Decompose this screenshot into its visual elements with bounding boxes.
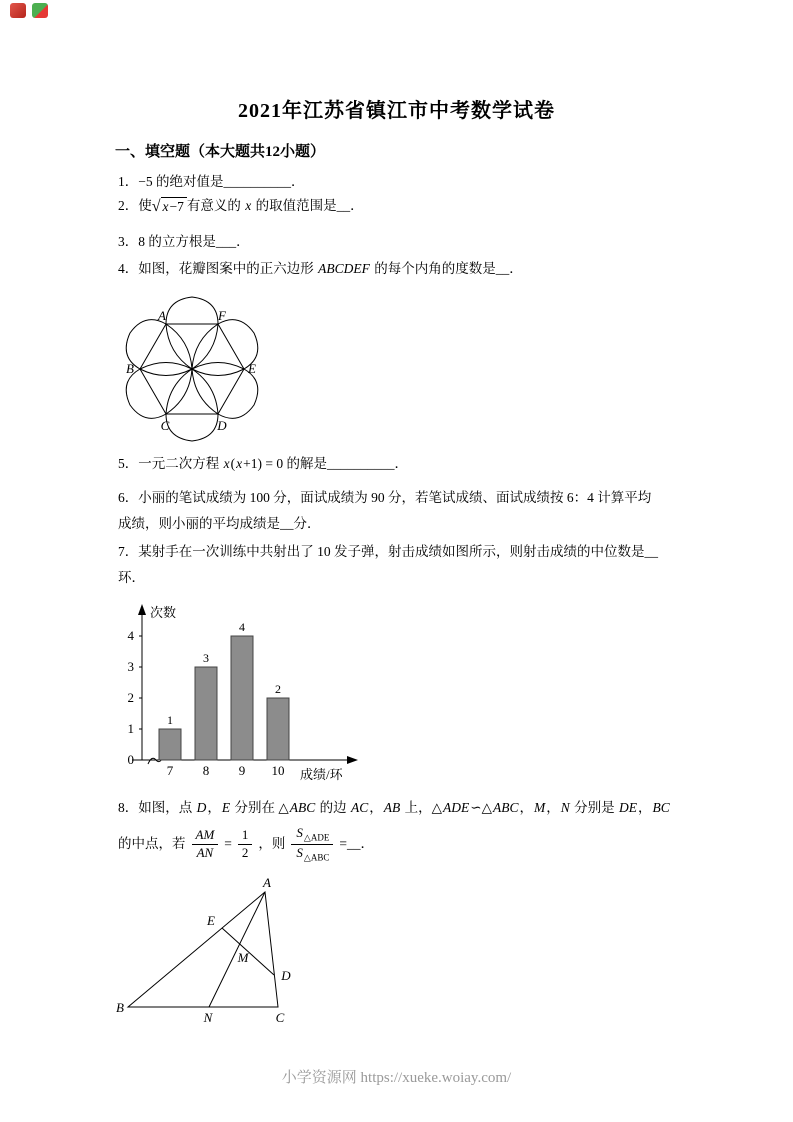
fraction-am-an-numerator: AM <box>192 827 219 844</box>
point-label-e: E <box>207 913 215 928</box>
fraction-am-an-denominator: AN <box>196 844 214 860</box>
sqrt-expression <box>152 197 187 216</box>
petal-lower-left <box>126 369 166 418</box>
vertex-label-d: D <box>217 418 227 433</box>
vertex-label-c: C <box>160 418 170 433</box>
question-6-line-2: 成绩，则小丽的平均成绩是__分． <box>118 516 321 531</box>
red-doc-icon <box>10 3 26 18</box>
question-4: 4．如图，花瓣图案中的正六边形 ABCDEF 的每个内角的度数是__． <box>118 261 523 276</box>
q8-equals-1: = <box>224 836 232 851</box>
fraction-area-denominator <box>291 845 333 864</box>
question-7-line-1: 7．某射手在一次训练中共射出了 10 发子弹，射击成绩如图所示，则射击成绩的中位数是__ <box>118 544 658 559</box>
question-5: 5．一元二次方程 x(x+1) = 0 的解是__________． <box>118 456 408 471</box>
flower-hexagon-figure <box>118 281 288 453</box>
triangle-lines <box>128 892 278 1007</box>
x-tick-label: 8 <box>202 763 210 778</box>
question-2-prefix: 2．使 <box>118 198 152 213</box>
radicand <box>161 197 187 216</box>
triangle-point-labels <box>116 876 291 1025</box>
area-subscript-ade: △ADE <box>303 832 330 843</box>
y-tick-label: 2 <box>127 690 134 705</box>
question-2-suffix: 有意义的 x 的取值范围是__． <box>186 198 364 213</box>
y-tick-label: 0 <box>127 752 134 767</box>
fraction-am-an <box>192 827 219 861</box>
question-1: 1．−5 的绝对值是__________． <box>118 174 305 189</box>
x-axis-title: 成绩/环 <box>300 767 343 782</box>
point-label-d: D <box>281 968 291 983</box>
triangle-abc-outline <box>128 892 278 1007</box>
vertex-label-e: E <box>248 361 256 376</box>
area-symbol-ade: S <box>296 824 303 840</box>
radicand-variable: x <box>162 199 169 215</box>
vertex-label-f: F <box>218 308 226 323</box>
x-axis-arrow-icon <box>347 756 358 764</box>
y-axis-arrow-icon <box>138 604 146 615</box>
fraction-one-half-denominator: 2 <box>241 844 249 860</box>
vertex-label-b: B <box>126 361 134 376</box>
fraction-area-ratio <box>291 825 333 864</box>
x-tick-label: 7 <box>166 763 174 778</box>
petal-top <box>166 297 218 324</box>
bar-value-label: 3 <box>203 651 209 665</box>
y-tick-label: 3 <box>127 659 134 674</box>
point-label-a: A <box>263 876 271 890</box>
bar-7 <box>159 729 181 760</box>
q8-line2-pre: 的中点，若 <box>118 836 186 851</box>
point-label-n: N <box>203 1010 213 1025</box>
fraction-area-numerator <box>291 825 333 845</box>
bar-value-label: 4 <box>239 620 245 634</box>
inner-arc-b <box>140 363 192 376</box>
petal-bottom <box>166 414 218 441</box>
point-label-c: C <box>275 1010 285 1025</box>
bar-value-label: 1 <box>167 713 173 727</box>
fraction-one-half-numerator: 1 <box>238 827 253 844</box>
bar-10 <box>267 698 289 760</box>
point-label-b: B <box>116 1000 124 1015</box>
bar-value-label: 2 <box>275 682 281 696</box>
y-tick-label: 4 <box>127 628 134 643</box>
inner-arc-e <box>192 363 244 376</box>
question-2 <box>118 197 364 216</box>
q8-line2-end: =__． <box>339 836 374 851</box>
q8-line2-mid: ，则 <box>258 836 286 851</box>
question-6-line-1: 6．小丽的笔试成绩为 100 分，面试成绩为 90 分，若笔试成绩、面试成绩按 6：4 计算平均 <box>118 490 652 505</box>
footer-watermark: 小学资源网 https://xueke.woiay.com/ <box>281 1070 512 1086</box>
petal-lower-right <box>218 369 258 418</box>
triangle-figure <box>115 876 305 1028</box>
question-7-line-2: 环． <box>118 570 145 585</box>
x-tick-label: 10 <box>271 763 285 778</box>
x-tick-label: 9 <box>238 763 246 778</box>
radical-sign-icon: √ <box>151 198 161 216</box>
score-bar-chart <box>112 600 372 799</box>
bar-8 <box>195 667 217 760</box>
area-symbol-abc: S <box>296 844 303 860</box>
bar-chart-canvas <box>112 600 372 795</box>
bar-9 <box>231 636 253 760</box>
y-tick-label: 1 <box>127 721 134 736</box>
area-subscript-abc: △ABC <box>303 852 330 863</box>
header-icons <box>10 3 48 18</box>
y-axis-title: 次数 <box>150 605 177 620</box>
green-doc-icon <box>32 3 48 18</box>
hexagon-flower-lines <box>126 297 258 441</box>
point-label-m: M <box>237 950 249 965</box>
question-3: 3．8 的立方根是___． <box>118 234 250 249</box>
question-8-line-2 <box>118 820 374 868</box>
section-heading: 一、填空题（本大题共12小题） <box>115 144 326 160</box>
fraction-one-half <box>238 827 253 861</box>
vertex-label-a: A <box>158 308 166 323</box>
question-8-line-1: 8．如图，点 D，E 分别在 △ABC 的边 AC，AB 上，△ADE∽△ABC，M，N 分别是 DE，BC <box>118 800 670 815</box>
page-title: 2021年江苏省镇江市中考数学试卷 <box>238 100 555 122</box>
radicand-rest: −7 <box>169 199 184 215</box>
